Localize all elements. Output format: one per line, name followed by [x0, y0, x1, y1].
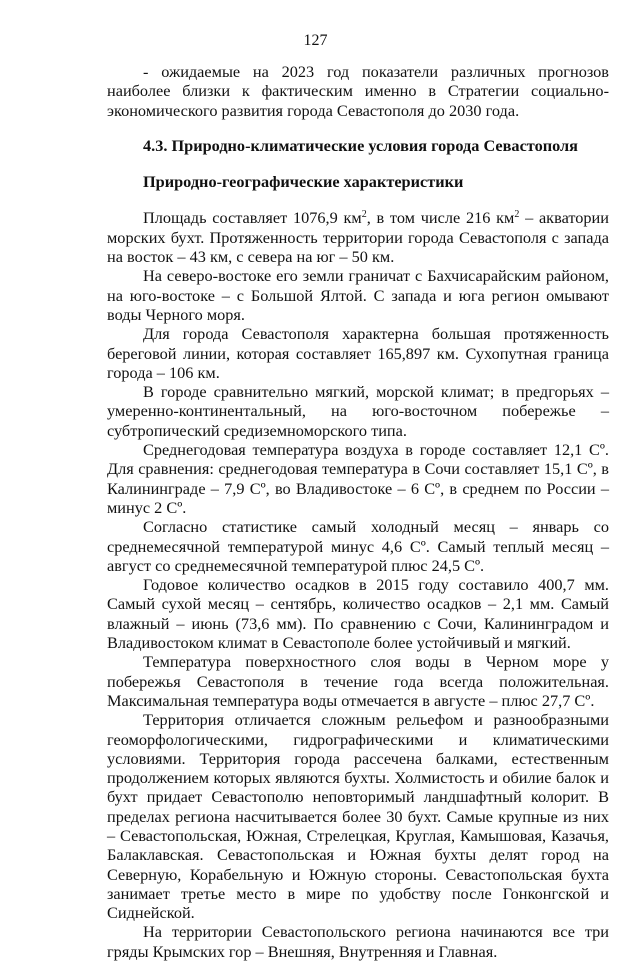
page-number: 127 — [303, 32, 328, 49]
paragraph-relief-bays: Территория отличается сложным рельефом и разнообразными геоморфологическими, гидрографическими и климатическими условиями. Территория города рассечена балками, естественным продолжением которых являются бухты. Холмистость и обилие балок и бухт придает Севастополю неповторимый ландшафтный колорит. В пределах региона насчитывается более 30 бухт. Самые крупные из них – Севастопольская, Южная, Стрелецкая, Круглая, Камышовая, Казачья, Балаклавская. Севастопольская и Южная бухты делят город на Северную, Корабельную и Южную стороны. Севастопольская бухта занимает третье место в мире по удобству после Гонконгской и Сиднейской. — [107, 710, 609, 923]
paragraph-coastline: Для города Севастополя характерна большая протяженность береговой линии, которая составляет 165,897 км. Сухопутная граница города – 106 км. — [107, 324, 609, 382]
paragraph-monthly-temperature: Согласно статистике самый холодный месяц – январь со среднемесячной температурой минус 4,6 Cº. Самый теплый месяц – август со среднемесячной температурой плюс 24,5 Cº. — [107, 517, 609, 575]
paragraph-crimean-mountains: На территории Севастопольского региона начинаются все три гряды Крымских гор – Внешняя, Внутренняя и Главная. — [107, 922, 609, 961]
paragraph-water-temperature: Температура поверхностного слоя воды в Черном море у побережья Севастополя в течение года всегда положительная. Максимальная температура воды отмечается в августе – плюс 27,7 Cº. — [107, 652, 609, 710]
paragraph-area: Площадь составляет 1076,9 $км^2$, в том числе 216 $км^2$ – акватории морских бухт. Протяженность территории города Севастополя с запада на восток – 43 км, с севера на юг – 50 км. — [107, 208, 609, 267]
section-heading: 4.3. Природно-климатические условия города Севастополя — [143, 135, 578, 155]
subsection-heading: Природно-географические характеристики — [143, 172, 464, 192]
paragraph-borders: На северо-востоке его земли граничат с Бахчисарайским районом, на юго-востоке – с Большой Ялтой. С запада и юга регион омывают воды Черного моря. — [107, 266, 609, 324]
document-body — [107, 62, 609, 961]
paragraph-strategy-forecasts: - ожидаемые на 2023 год показатели различных прогнозов наиболее близки к фактическим именно в Стратегии социально-экономического развития города Севастополя до 2030 года. — [107, 62, 609, 120]
paragraph-annual-temperature: Среднегодовая температура воздуха в городе составляет 12,1 Cº. Для сравнения: среднегодовая температура в Сочи составляет 15,1 Cº, в Калининграде – 7,9 Cº, во Владивостоке – 6 Cº, в среднем по России – минус 2 Cº. — [107, 440, 609, 517]
paragraph-climate: В городе сравнительно мягкий, морской климат; в предгорьях – умеренно-континентальный, на юго-восточном побережье – субтропический средиземноморского типа. — [107, 382, 609, 440]
paragraph-precipitation: Годовое количество осадков в 2015 году составило 400,7 мм. Самый сухой месяц – сентябрь, количество осадков – 2,1 мм. Самый влажный – июнь (73,6 мм). По сравнению с Сочи, Калининградом и Владивостоком климат в Севастополе более устойчивый и мягкий. — [107, 575, 609, 653]
